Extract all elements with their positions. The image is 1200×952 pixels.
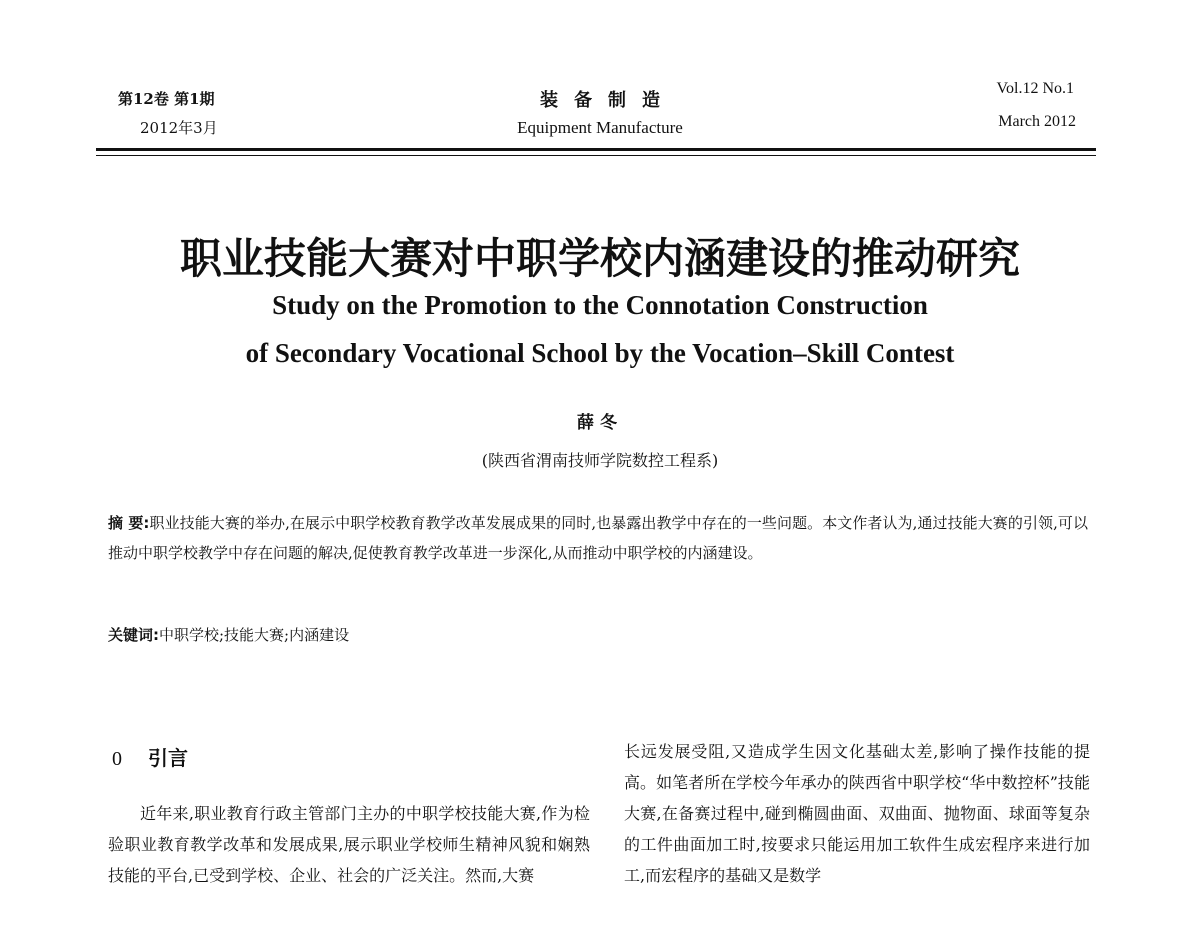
keywords [108, 624, 1088, 645]
volume-number-en: Vol.12 No.1 [996, 80, 1074, 97]
keywords-label: 关键词: [108, 626, 159, 644]
section-number: 0 [112, 748, 122, 770]
paper-title-en-line2: of Secondary Vocational School by the Vocation–Skill Contest [245, 338, 955, 368]
abstract-label: 摘 要: [108, 514, 150, 532]
body-paragraph-left: 近年来,职业教育行政主管部门主办的中职学校技能大赛,作为检验职业教育教学改革和发展成果,展示职业学校师生精神风貌和娴熟技能的平台,已受到学校、企业、社会的广泛关注。然而,大赛 [108, 804, 590, 885]
issue-date-en: March 2012 [998, 113, 1076, 130]
abstract [108, 508, 1088, 568]
section-title: 引言 [148, 746, 188, 770]
body-paragraph-right: 长远发展受阻,又造成学生因文化基础太差,影响了操作技能的提高。如笔者所在学校今年承办的陕西省中职学校“华中数控杯”技能大赛,在备赛过程中,碰到椭圆曲面、双曲面、抛物面、球面等复杂的工件曲面加工时,按要求只能运用加工软件生成宏程序来进行加工,而宏程序的基础又是数学 [624, 742, 1090, 885]
abstract-text: 职业技能大赛的举办,在展示中职学校教育教学改革发展成果的同时,也暴露出教学中存在的一些问题。本文作者认为,通过技能大赛的引领,可以推动中职学校教学中存在问题的解决,促使教育教学改革进一步深化,从而推动中职学校的内涵建设。 [108, 514, 1088, 562]
header-rule-thin [96, 155, 1096, 156]
keywords-text: 中职学校;技能大赛;内涵建设 [159, 626, 350, 644]
body-column-right [624, 736, 1090, 891]
author-name: 薛冬 [577, 413, 623, 433]
body-column-left [108, 798, 590, 891]
paper-title-en-line1: Study on the Promotion to the Connotation Construction [272, 290, 928, 320]
paper-title-cn: 职业技能大赛对中职学校内涵建设的推动研究 [179, 234, 1020, 283]
header-rule-thick [96, 148, 1096, 151]
volume-issue: 第12卷 第1期 [118, 90, 215, 108]
section-heading [112, 742, 188, 771]
journal-name-en: Equipment Manufacture [517, 118, 683, 137]
author-affiliation: (陕西省渭南技师学院数控工程系) [481, 451, 719, 470]
journal-name-cn: 装备制造 [540, 90, 676, 111]
issue-date-cn: 2012年3月 [140, 119, 218, 137]
